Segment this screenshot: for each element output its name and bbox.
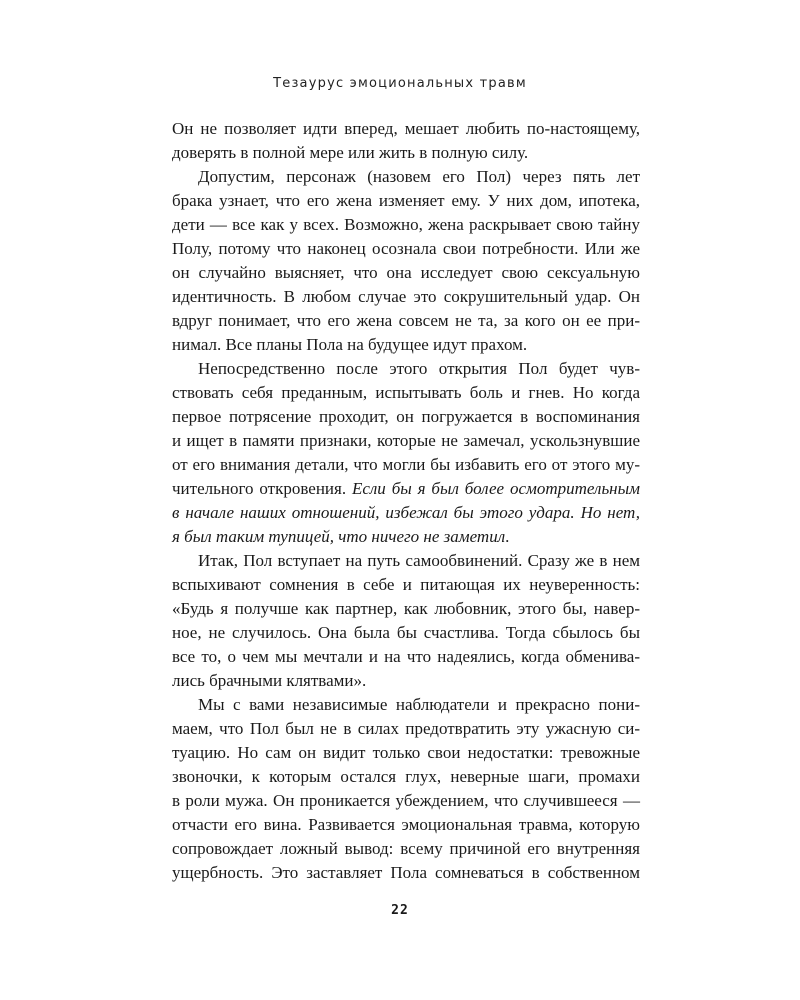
text-line: доверять в полной мере или жить в полную силу. (172, 143, 529, 162)
text-line: вспыхивают сомнения в себе и питающая их неуверенность: (172, 575, 640, 594)
text-line: от его внимания детали, что могли бы избавить его от этого му- (172, 455, 640, 474)
text-line: чительного откровения. Если бы я был более осмотрительным (172, 479, 640, 498)
text-line: лись брачными клятвами». (172, 671, 367, 690)
text-line: в роли мужа. Он проникается убеждением, что случившееся — (172, 791, 640, 810)
text-line: нимал. Все планы Пола на будущее идут прахом. (172, 335, 528, 354)
text-line: Мы с вами независимые наблюдатели и прекрасно пони- (198, 695, 640, 714)
text-line (172, 501, 640, 525)
text-line: ствовать себя преданным, испытывать боль и гнев. Но когда (172, 383, 640, 402)
page-number: 22 (391, 903, 409, 918)
text-line: он случайно выясняет, что она исследует свою сексуальную (172, 263, 640, 282)
text-line: ущербность. Это заставляет Пола сомневаться в собственном (172, 863, 640, 882)
running-title: Тезаурус эмоциональных травм (273, 76, 527, 91)
text-line: Допустим, персонаж (назовем его Пол) через пять лет (198, 167, 640, 186)
italic-text: в начале наших отношений, избежал бы этого удара. Но нет, (172, 503, 640, 522)
text-line: звоночки, к которым остался глух, неверные шаги, промахи (172, 767, 640, 786)
text-line: первое потрясение проходит, он погружается в воспоминания (172, 407, 640, 426)
text-line: отчасти его вина. Развивается эмоциональная травма, которую (172, 815, 640, 834)
italic-text: Если бы я был более осмотрительным (351, 479, 640, 498)
text-line: «Будь я получше как партнер, как любовник, этого бы, навер- (172, 599, 640, 618)
text-line: Итак, Пол вступает на путь самообвинений. Сразу же в нем (198, 551, 640, 570)
text-line: идентичность. В любом случае это сокрушительный удар. Он (172, 287, 640, 306)
text-line: я был таким тупицей, что ничего не заметил. (172, 527, 510, 546)
text-line: вдруг понимает, что его жена совсем не та, за кого он ее при- (172, 311, 640, 330)
text-line: ное, не случилось. Она была бы счастлива. Тогда сбылось бы (172, 623, 640, 642)
text-line: маем, что Пол был не в силах предотвратить эту ужасную си- (172, 719, 640, 738)
text-line: Полу, потому что наконец осознала свои потребности. Или же (172, 239, 640, 258)
text-line: туацию. Но сам он видит только свои недостатки: тревожные (172, 743, 640, 762)
text-line: сопровождает ложный вывод: всему причиной его внутренняя (172, 839, 640, 858)
text-line: дети — все как у всех. Возможно, жена раскрывает свою тайну (172, 215, 640, 234)
body-text (172, 117, 640, 885)
text-line: брака узнает, что его жена изменяет ему. У них дом, ипотека, (172, 191, 640, 210)
italic-text: я был таким тупицей, что ничего не заметил (172, 527, 506, 546)
text-line: и ищет в памяти признаки, которые не замечал, ускользнувшие (172, 431, 640, 450)
text-line: Он не позволяет идти вперед, мешает любить по-настоящему, (172, 119, 640, 138)
text-line: Непосредственно после этого открытия Пол будет чув- (198, 359, 640, 378)
text-line: все то, о чем мы мечтали и на что надеялись, когда обменива- (172, 647, 640, 666)
